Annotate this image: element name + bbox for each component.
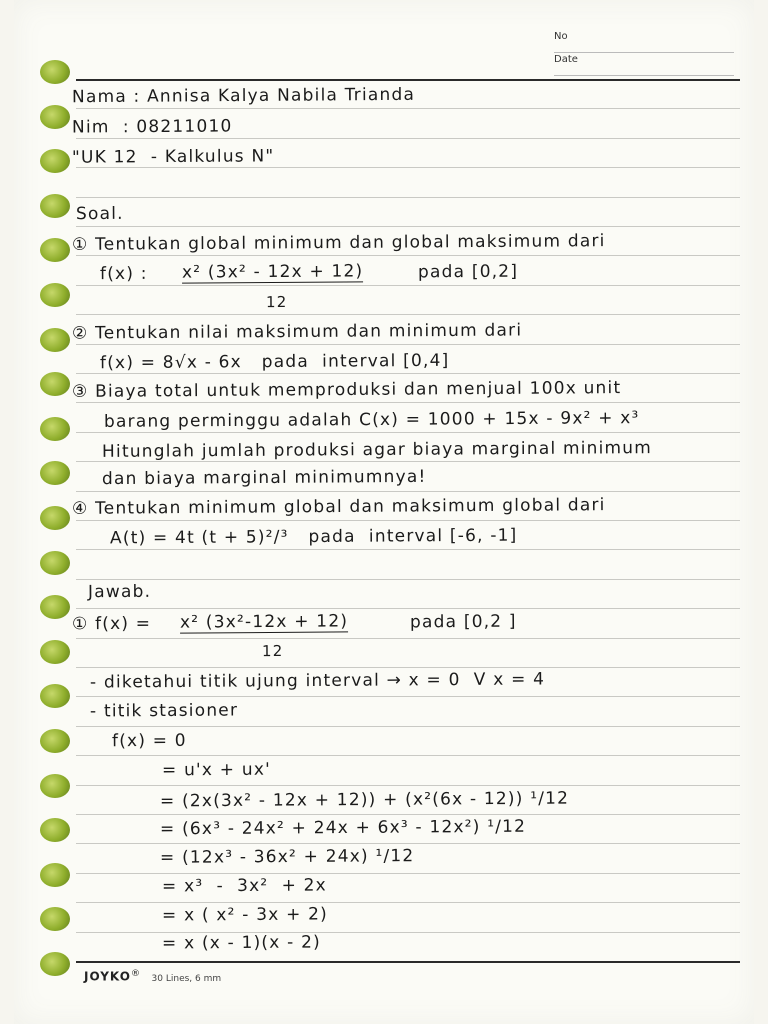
binding-hole	[40, 60, 70, 84]
answer-1-interval: pada [0,2 ]	[409, 611, 517, 633]
answer-step-0: f(x) = 0	[111, 730, 187, 752]
question-1-numerator: x² (3x² - 12x + 12)	[181, 261, 364, 283]
no-field	[554, 30, 734, 53]
ruled-line	[76, 138, 740, 139]
ruled-line	[76, 491, 740, 492]
binding-hole	[40, 684, 70, 708]
ruled-line	[76, 255, 740, 256]
binding-hole	[40, 238, 70, 262]
trademark-mark: ®	[130, 968, 141, 979]
binding-hole	[40, 774, 70, 798]
ruled-line	[76, 961, 740, 963]
question-2-function: f(x) = 8√x - 6x pada interval [0,4]	[99, 350, 450, 374]
ruled-line	[76, 520, 740, 521]
question-3-line-4: dan biaya marginal minimumnya!	[101, 466, 427, 490]
answer-step-7: = x (x - 1)(x - 2)	[161, 932, 321, 954]
ruled-line	[76, 373, 740, 374]
binding-hole	[40, 863, 70, 887]
ruled-line	[76, 167, 740, 168]
ruled-line	[76, 402, 740, 403]
binding-hole	[40, 506, 70, 530]
binding-hole	[40, 461, 70, 485]
ruled-line	[76, 549, 740, 550]
date-field	[554, 53, 734, 76]
binding-hole	[40, 640, 70, 664]
notebook-page	[14, 0, 754, 1024]
binding-hole	[40, 372, 70, 396]
student-id: Nim : 08211010	[71, 116, 233, 138]
student-name: Nama : Annisa Kalya Nabila Trianda	[71, 84, 416, 108]
ruled-line	[76, 108, 740, 109]
answer-endpoints: - diketahui titik ujung interval → x = 0 V x = 4	[89, 669, 546, 693]
ruled-line	[76, 873, 740, 874]
binding-hole	[40, 328, 70, 352]
ruled-line	[76, 902, 740, 903]
ruled-line	[76, 667, 740, 668]
binding-hole	[40, 729, 70, 753]
ruled-line	[76, 785, 740, 786]
ruled-line	[76, 755, 740, 756]
page-header	[554, 30, 734, 76]
page-footer	[84, 968, 221, 984]
date-label: Date	[554, 54, 578, 65]
ruled-line	[76, 197, 740, 198]
ruled-line	[76, 314, 740, 315]
answer-step-4: = (12x³ - 36x² + 24x) ¹/12	[159, 846, 415, 868]
ruled-line	[76, 432, 740, 433]
ruled-line	[76, 226, 740, 227]
section-soal: Soal.	[75, 203, 124, 225]
answer-step-6: = x ( x² - 3x + 2)	[161, 904, 329, 926]
binding-hole	[40, 952, 70, 976]
answer-step-5: = x³ - 3x² + 2x	[161, 875, 327, 897]
question-1-text: ① Tentukan global minimum dan global maksimum dari	[71, 231, 606, 255]
section-jawab: Jawab.	[87, 581, 152, 603]
ruled-line	[76, 344, 740, 345]
binding-hole	[40, 149, 70, 173]
answer-1-denominator: 12	[261, 641, 284, 661]
ruled-line	[76, 814, 740, 815]
binding-hole	[40, 194, 70, 218]
binding-hole	[40, 907, 70, 931]
ruled-line	[76, 285, 740, 286]
answer-step-2: = (2x(3x² - 12x + 12)) + (x²(6x - 12)) ¹/12	[159, 788, 570, 812]
ruled-line	[76, 638, 740, 639]
question-1-denominator: 12	[265, 292, 288, 312]
ruled-line	[76, 843, 740, 844]
question-3-line-1: ③ Biaya total untuk memproduksi dan menjual 100x unit	[71, 378, 622, 402]
ruled-line	[76, 696, 740, 697]
exam-title: "UK 12 - Kalkulus N"	[71, 146, 275, 168]
binding-hole	[40, 105, 70, 129]
binding-hole	[40, 551, 70, 575]
answer-1-fx: ① f(x) =	[71, 613, 152, 635]
answer-step-3: = (6x³ - 24x² + 24x + 6x³ - 12x²) ¹/12	[159, 816, 527, 840]
binding-hole	[40, 283, 70, 307]
ruled-line	[76, 726, 740, 727]
paper-spec: 30 Lines, 6 mm	[151, 973, 222, 984]
answer-1-numerator: x² (3x²-12x + 12)	[179, 611, 349, 633]
brand-logo: JOYKO	[84, 969, 131, 984]
no-label: No	[554, 31, 568, 42]
question-4-text: ④ Tentukan minimum global dan maksimum global dari	[71, 495, 606, 519]
binding-hole	[40, 595, 70, 619]
ruled-line	[76, 79, 740, 81]
question-3-line-3: Hitunglah jumlah produksi agar biaya marginal minimum	[101, 438, 653, 462]
binding-hole	[40, 417, 70, 441]
question-4-function: A(t) = 4t (t + 5)²/³ pada interval [-6, -1]	[109, 525, 518, 549]
question-2-text: ② Tentukan nilai maksimum dan minimum dari	[71, 320, 523, 344]
question-3-line-2: barang perminggu adalah C(x) = 1000 + 15x - 9x² + x³	[103, 408, 640, 432]
answer-stationary: - titik stasioner	[89, 700, 239, 722]
answer-step-1: = u'x + ux'	[161, 759, 271, 781]
question-1-interval: pada [0,2]	[417, 261, 519, 283]
question-1-fx: f(x) :	[99, 263, 148, 285]
ruled-line	[76, 579, 740, 580]
ruled-line	[76, 608, 740, 609]
binding-hole	[40, 818, 70, 842]
